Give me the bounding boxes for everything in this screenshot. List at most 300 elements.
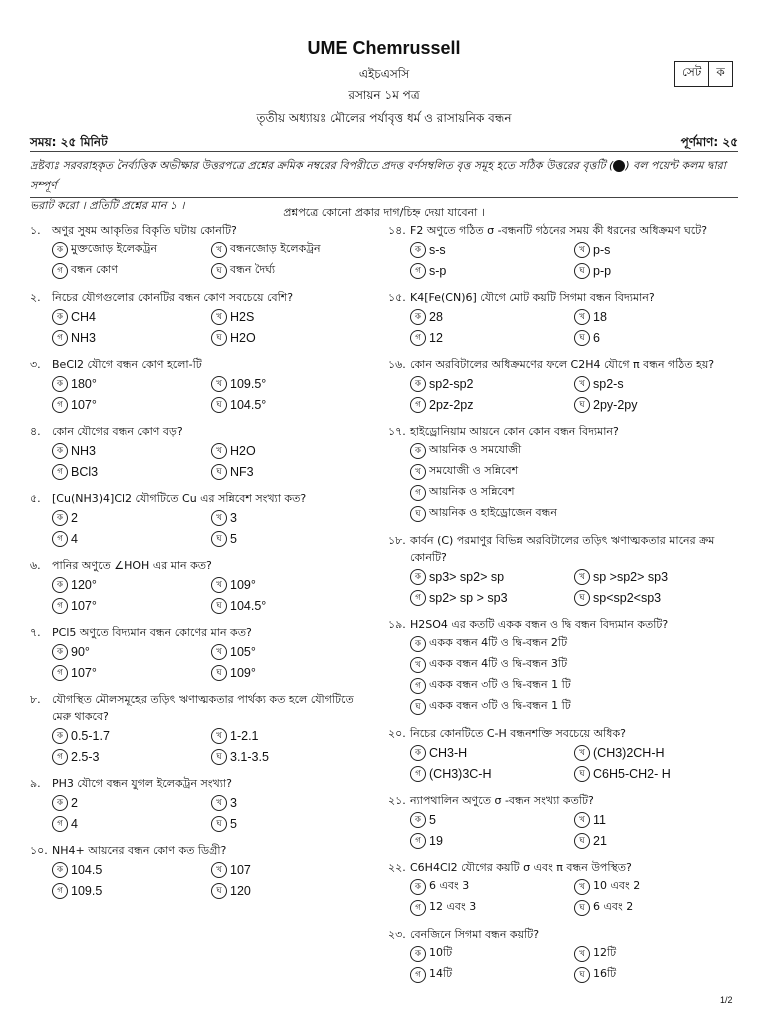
- option[interactable]: [410, 440, 738, 461]
- option[interactable]: [211, 394, 370, 415]
- option-letter: ঘ: [211, 665, 227, 681]
- option-text: 109°: [230, 665, 256, 680]
- options-group: [30, 792, 370, 834]
- option-text: 16টি: [593, 967, 617, 980]
- option-text: 2.5-3: [71, 749, 100, 764]
- option-text: বন্ধনজোড় ইলেকট্রন: [230, 242, 321, 255]
- option[interactable]: [574, 306, 738, 327]
- option-text: NH3: [71, 330, 97, 345]
- option-letter: ক: [410, 812, 426, 828]
- option-letter: ঘ: [211, 531, 227, 547]
- option[interactable]: [52, 507, 211, 528]
- option-text: 14টি: [429, 967, 453, 980]
- option[interactable]: [574, 943, 738, 964]
- option-letter: গ: [410, 485, 426, 501]
- marks-label: পূর্ণমাণ: ২৫: [680, 135, 738, 149]
- option-letter: ঘ: [211, 464, 227, 480]
- option[interactable]: [574, 830, 738, 851]
- option-text: 10 এবং 2: [593, 879, 641, 892]
- question-text: [30, 557, 370, 574]
- option-text: sp3> sp2> sp: [429, 569, 505, 584]
- options-group: [388, 440, 738, 524]
- question-text: [30, 624, 370, 641]
- option-letter: গ: [410, 967, 426, 983]
- question: [30, 289, 370, 348]
- option-letter: খ: [574, 879, 590, 895]
- option[interactable]: [410, 809, 574, 830]
- options-group: [388, 742, 738, 784]
- option-letter: গ: [52, 263, 68, 279]
- option-text: আয়নিক ও সমযোজী: [429, 443, 522, 456]
- option-text: 19: [429, 833, 443, 848]
- question-number: ৬.: [30, 559, 41, 572]
- option[interactable]: [211, 725, 370, 746]
- option[interactable]: [410, 373, 574, 394]
- set-label: সেট: [682, 65, 702, 79]
- option-text: s-s: [429, 242, 446, 257]
- option[interactable]: [410, 654, 738, 675]
- option-letter: খ: [211, 862, 227, 878]
- option-text: sp2> sp > sp3: [429, 590, 508, 605]
- options-group: [388, 373, 738, 415]
- option-letter: খ: [211, 510, 227, 526]
- option-letter: খ: [211, 795, 227, 811]
- option[interactable]: [410, 633, 738, 654]
- option-text: H2O: [230, 443, 256, 458]
- option[interactable]: [211, 327, 370, 348]
- option-letter: গ: [52, 397, 68, 413]
- option-letter: ক: [52, 376, 68, 392]
- option-text: একক বন্ধন 4টি ও দ্বি-বন্ধন 2টি: [429, 636, 568, 649]
- option[interactable]: [211, 507, 370, 528]
- option-letter: ক: [52, 795, 68, 811]
- option-letter: খ: [211, 309, 227, 325]
- question: [30, 842, 370, 901]
- question-stem: কোন যৌগের বন্ধন কোণ বড়?: [52, 425, 183, 438]
- option-text: 105°: [230, 644, 256, 659]
- questions-left-column: [30, 222, 370, 909]
- filled-circle-icon: [613, 160, 625, 172]
- question: [388, 423, 738, 524]
- option[interactable]: [52, 394, 211, 415]
- option-letter: খ: [211, 242, 227, 258]
- option[interactable]: [52, 880, 211, 901]
- question-stem: পানির অণুতে ∠HOH এর মান কত?: [52, 559, 212, 572]
- option-letter: খ: [574, 376, 590, 392]
- option-letter: ক: [410, 636, 426, 652]
- option-letter: খ: [211, 577, 227, 593]
- option-letter: খ: [574, 569, 590, 585]
- option-text: সমযোজী ও সন্নিবেশ: [429, 464, 519, 477]
- question-stem: [Cu(NH3)4]Cl2 যৌগটিতে Cu এর সন্নিবেশ সংখ্যা কত?: [52, 492, 307, 505]
- option-letter: ক: [52, 242, 68, 258]
- option-text: মুক্তজোড় ইলেকট্রন: [71, 242, 158, 255]
- option[interactable]: [410, 742, 574, 763]
- instructions-line1-end: ) বল পয়েন্ট কলম দ্বারা সম্পূর্ণ: [30, 159, 726, 192]
- option-letter: ক: [52, 443, 68, 459]
- option-text: (CH3)2CH-H: [593, 745, 665, 760]
- option[interactable]: [410, 260, 574, 281]
- option[interactable]: [574, 260, 738, 281]
- question: [30, 691, 370, 767]
- header-divider: [30, 151, 738, 152]
- option-text: 4: [71, 531, 78, 546]
- question: [388, 532, 738, 608]
- option[interactable]: [211, 813, 370, 834]
- paper-label: রসায়ন ১ম পত্র: [348, 88, 420, 102]
- question-number: ১৫.: [388, 291, 406, 304]
- question-stem: F2 অণুতে গঠিত σ -বন্ধনটি গঠনের সময় কী ধরনের অধিক্রমণ ঘটে?: [410, 224, 708, 237]
- option-text: 107°: [71, 397, 97, 412]
- option[interactable]: [211, 528, 370, 549]
- question-text: [388, 423, 738, 440]
- option[interactable]: [211, 595, 370, 616]
- option-letter: গ: [52, 598, 68, 614]
- option-text: 109°: [230, 577, 256, 592]
- option-text: 12টি: [593, 946, 617, 959]
- question-text: [30, 222, 370, 239]
- option[interactable]: [52, 725, 211, 746]
- question: [388, 792, 738, 851]
- option[interactable]: [52, 641, 211, 662]
- option[interactable]: [211, 792, 370, 813]
- option-letter: খ: [211, 728, 227, 744]
- options-group: [30, 725, 370, 767]
- option[interactable]: [211, 662, 370, 683]
- option-letter: ক: [52, 510, 68, 526]
- option-text: 104.5°: [230, 598, 267, 613]
- option-letter: খ: [574, 242, 590, 258]
- option-letter: ঘ: [574, 397, 590, 413]
- option-text: 3: [230, 510, 237, 525]
- question-number: ১.: [30, 224, 41, 237]
- option[interactable]: [211, 746, 370, 767]
- option[interactable]: [52, 595, 211, 616]
- option[interactable]: [574, 742, 738, 763]
- option-letter: ক: [410, 946, 426, 962]
- option-text: CH3-H: [429, 745, 468, 760]
- option[interactable]: [211, 641, 370, 662]
- option-text: 10টি: [429, 946, 453, 959]
- option-text: বন্ধন কোণ: [71, 263, 118, 276]
- option-letter: গ: [410, 900, 426, 916]
- options-group: [30, 306, 370, 348]
- option-letter: ক: [410, 309, 426, 325]
- option[interactable]: [410, 503, 738, 524]
- question-number: ১৪.: [388, 224, 406, 237]
- question-text: [388, 532, 738, 566]
- option[interactable]: [211, 859, 370, 880]
- option[interactable]: [52, 574, 211, 595]
- option-letter: গ: [410, 590, 426, 606]
- question: [30, 356, 370, 415]
- question-number: ২০.: [388, 727, 406, 740]
- option-letter: ঘ: [211, 749, 227, 765]
- option-letter: গ: [410, 678, 426, 694]
- options-group: [388, 566, 738, 608]
- option[interactable]: [52, 461, 211, 482]
- option[interactable]: [52, 859, 211, 880]
- option[interactable]: [410, 943, 574, 964]
- option-text: 5: [230, 816, 237, 831]
- option-letter: খ: [574, 745, 590, 761]
- option-text: 2: [71, 510, 78, 525]
- option[interactable]: [410, 897, 574, 918]
- option[interactable]: [52, 373, 211, 394]
- question: [30, 557, 370, 616]
- instructions-line2: ভরাট করো । প্রতিটি প্রশ্নের মান ১ ।: [30, 199, 185, 212]
- option-letter: খ: [211, 376, 227, 392]
- question: [388, 289, 738, 348]
- question-number: ২১.: [388, 794, 406, 807]
- option[interactable]: [574, 587, 738, 608]
- instructions-divider: [30, 197, 738, 198]
- question-number: ৭.: [30, 626, 41, 639]
- option[interactable]: [52, 746, 211, 767]
- option-letter: ঘ: [574, 766, 590, 782]
- question-stem: PH3 যৌগে বন্ধন যুগল ইলেকট্রন সংখ্যা?: [52, 777, 232, 790]
- page-number: 1/2: [720, 995, 733, 1005]
- option-text: H2O: [230, 330, 256, 345]
- question-number: ২.: [30, 291, 41, 304]
- question: [388, 926, 738, 985]
- option-text: বন্ধন দৈর্ঘ্য: [230, 263, 276, 276]
- question-text: [30, 842, 370, 859]
- option-letter: খ: [410, 464, 426, 480]
- option-text: 0.5-1.7: [71, 728, 110, 743]
- option[interactable]: [211, 574, 370, 595]
- option-letter: গ: [52, 749, 68, 765]
- option-text: 120: [230, 883, 251, 898]
- option-letter: গ: [52, 330, 68, 346]
- option-letter: ঘ: [574, 590, 590, 606]
- option[interactable]: [574, 566, 738, 587]
- question: [388, 222, 738, 281]
- option-letter: খ: [211, 443, 227, 459]
- option-letter: ঘ: [211, 816, 227, 832]
- option[interactable]: [52, 792, 211, 813]
- option-text: একক বন্ধন ৩টি ও দ্বি-বন্ধন 1 টি: [429, 699, 571, 712]
- option-letter: ক: [52, 577, 68, 593]
- question: [30, 775, 370, 834]
- option-text: একক বন্ধন 4টি ও দ্বি-বন্ধন 3টি: [429, 657, 568, 670]
- question-text: [388, 222, 738, 239]
- option-text: 21: [593, 833, 607, 848]
- question-text: [388, 289, 738, 306]
- option[interactable]: [574, 327, 738, 348]
- option-text: p-s: [593, 242, 611, 257]
- option[interactable]: [574, 876, 738, 897]
- option[interactable]: [52, 528, 211, 549]
- option-text: 2: [71, 795, 78, 810]
- options-group: [388, 943, 738, 985]
- options-group: [30, 641, 370, 683]
- option-letter: ক: [410, 745, 426, 761]
- option[interactable]: [211, 440, 370, 461]
- option[interactable]: [410, 394, 574, 415]
- question: [30, 423, 370, 482]
- question-number: ১৬.: [388, 358, 406, 371]
- option-text: 104.5: [71, 862, 103, 877]
- option-text: 180°: [71, 376, 97, 391]
- question-stem: বেনজিনে সিগমা বন্ধন কয়টি?: [410, 928, 540, 941]
- option-text: 2py-2py: [593, 397, 638, 412]
- option[interactable]: [574, 897, 738, 918]
- option-text: sp2-s: [593, 376, 624, 391]
- option-text: 107°: [71, 665, 97, 680]
- option[interactable]: [410, 964, 574, 985]
- question: [388, 356, 738, 415]
- question-text: [388, 725, 738, 742]
- option[interactable]: [211, 373, 370, 394]
- option[interactable]: [410, 675, 738, 696]
- option-text: 109.5°: [230, 376, 267, 391]
- option[interactable]: [574, 239, 738, 260]
- option[interactable]: [574, 763, 738, 784]
- option[interactable]: [410, 876, 574, 897]
- option-text: NH3: [71, 443, 97, 458]
- question-text: [388, 792, 738, 809]
- option[interactable]: [574, 373, 738, 394]
- options-group: [388, 239, 738, 281]
- options-group: [388, 876, 738, 918]
- option-letter: খ: [211, 644, 227, 660]
- instructions-line1: দ্রষ্টব্যঃ সরবরাহকৃত নৈর্ব্যত্তিক অভীক্ষার উত্তরপত্রে প্রশ্নের ক্রমিক নম্বরের বিপরীতে প্রদত্ত বর্ণসম্বলিত বৃত্ত সমূহ হতে সঠিক উত্তরের বৃত্তটি (: [30, 159, 614, 172]
- option[interactable]: [52, 440, 211, 461]
- option[interactable]: [410, 696, 738, 717]
- notice-text: প্রশ্নপত্রে কোনো প্রকার দাগ/চিহ্ন দেয়া যাবেনা ।: [283, 206, 485, 219]
- option-text: 90°: [71, 644, 90, 659]
- option-text: sp<sp2<sp3: [593, 590, 662, 605]
- option[interactable]: [410, 763, 574, 784]
- option-letter: ক: [410, 569, 426, 585]
- option[interactable]: [211, 260, 370, 281]
- option[interactable]: [52, 662, 211, 683]
- option[interactable]: [52, 306, 211, 327]
- option-text: 5: [429, 812, 436, 827]
- option-text: (CH3)3C-H: [429, 766, 492, 781]
- option-text: 109.5: [71, 883, 103, 898]
- question-stem: PCl5 অণুতে বিদ্যমান বন্ধন কোণের মান কত?: [52, 626, 252, 639]
- question-stem: কোন অরবিটালের অধিক্রমণের ফলে C2H4 যৌগে π বন্ধন গঠিত হয়?: [410, 358, 715, 371]
- question-stem: ন্যাপথালিন অণুতে σ -বন্ধন সংখ্যা কতটি?: [410, 794, 594, 807]
- option[interactable]: [410, 587, 574, 608]
- option-text: 107°: [71, 598, 97, 613]
- option[interactable]: [574, 809, 738, 830]
- question-number: ১৯.: [388, 618, 406, 631]
- exam-title: UME Chemrussell: [307, 38, 461, 58]
- question-stem: হাইড্রোনিয়াম আয়নে কোন কোন বন্ধন বিদ্যমান?: [410, 425, 619, 438]
- option-letter: গ: [410, 397, 426, 413]
- question: [388, 859, 738, 918]
- question-stem: NH4+ আয়নের বন্ধন কোণ কত ডিগ্রী?: [52, 844, 227, 857]
- question-number: ৪.: [30, 425, 41, 438]
- option-text: 6 এবং 3: [429, 879, 470, 892]
- option[interactable]: [211, 239, 370, 260]
- question-number: ১০.: [30, 844, 48, 857]
- options-group: [388, 306, 738, 348]
- question-stem: কার্বন (C) পরমাণুর বিভিন্ন অরবিটালের তড়িৎ ঋণাত্মকতার মানের ক্রম কোনটি?: [410, 534, 715, 564]
- options-group: [30, 373, 370, 415]
- option-letter: ক: [410, 443, 426, 459]
- question-text: [388, 859, 738, 876]
- option-letter: ঘ: [211, 883, 227, 899]
- option[interactable]: [410, 482, 738, 503]
- question-number: ৫.: [30, 492, 41, 505]
- option[interactable]: [52, 327, 211, 348]
- question-text: [388, 356, 738, 373]
- question-text: [388, 926, 738, 943]
- option[interactable]: [52, 239, 211, 260]
- question-stem: অণুর সুষম আকৃতির বিকৃতি ঘটায় কোনটি?: [52, 224, 237, 237]
- option[interactable]: [410, 327, 574, 348]
- question-text: [30, 490, 370, 507]
- option[interactable]: [410, 306, 574, 327]
- option-letter: ঘ: [574, 263, 590, 279]
- option-letter: গ: [52, 816, 68, 832]
- option-text: 4: [71, 816, 78, 831]
- option-letter: খ: [574, 946, 590, 962]
- option-text: 12: [429, 330, 443, 345]
- option-letter: খ: [574, 812, 590, 828]
- option[interactable]: [574, 394, 738, 415]
- option-letter: ঘ: [211, 598, 227, 614]
- option-letter: ক: [410, 376, 426, 392]
- option-letter: ঘ: [574, 967, 590, 983]
- question-stem: নিচের কোনটিতে C-H বন্ধনশক্তি সবচেয়ে অধিক?: [410, 727, 627, 740]
- option[interactable]: [410, 566, 574, 587]
- set-value: ক: [708, 62, 731, 86]
- option[interactable]: [410, 830, 574, 851]
- option-text: 3: [230, 795, 237, 810]
- option-text: s-p: [429, 263, 447, 278]
- question-number: ১৮.: [388, 534, 406, 547]
- question-number: ৯.: [30, 777, 41, 790]
- question-stem: K4[Fe(CN)6] যৌগে মোট কয়টি সিগমা বন্ধন বিদ্যমান?: [410, 291, 655, 304]
- option[interactable]: [211, 880, 370, 901]
- option-letter: ক: [52, 309, 68, 325]
- option[interactable]: [574, 964, 738, 985]
- question-stem: যৌগস্থিত মৌলসমূহের তড়িৎ ঋণাত্মকতার পার্থক্য কত হলে যৌগটিতে মেরু থাকবে?: [52, 693, 354, 723]
- question-stem: C6H4Cl2 যৌগের কয়টি σ এবং π বন্ধন উপস্থিত?: [410, 861, 632, 874]
- question-stem: নিচের যৌগগুলোর কোনটির বন্ধন কোণ সবচেয়ে বেশি?: [52, 291, 294, 304]
- option-text: NF3: [230, 464, 254, 479]
- option-text: 107: [230, 862, 251, 877]
- option[interactable]: [410, 461, 738, 482]
- options-group: [388, 633, 738, 717]
- option-text: 5: [230, 531, 237, 546]
- option-letter: ঘ: [574, 330, 590, 346]
- question-number: ২৩.: [388, 928, 406, 941]
- option-letter: গ: [410, 833, 426, 849]
- question: [30, 222, 370, 281]
- option[interactable]: [52, 260, 211, 281]
- option[interactable]: [410, 239, 574, 260]
- question-text: [30, 423, 370, 440]
- question: [30, 624, 370, 683]
- option[interactable]: [211, 306, 370, 327]
- option-letter: ঘ: [574, 900, 590, 916]
- question-text: [30, 289, 370, 306]
- option-text: 12 এবং 3: [429, 900, 477, 913]
- option[interactable]: [211, 461, 370, 482]
- question: [30, 490, 370, 549]
- option[interactable]: [52, 813, 211, 834]
- option-letter: ক: [52, 644, 68, 660]
- options-group: [30, 859, 370, 901]
- option-letter: গ: [52, 665, 68, 681]
- option-text: C6H5-CH2- H: [593, 766, 671, 781]
